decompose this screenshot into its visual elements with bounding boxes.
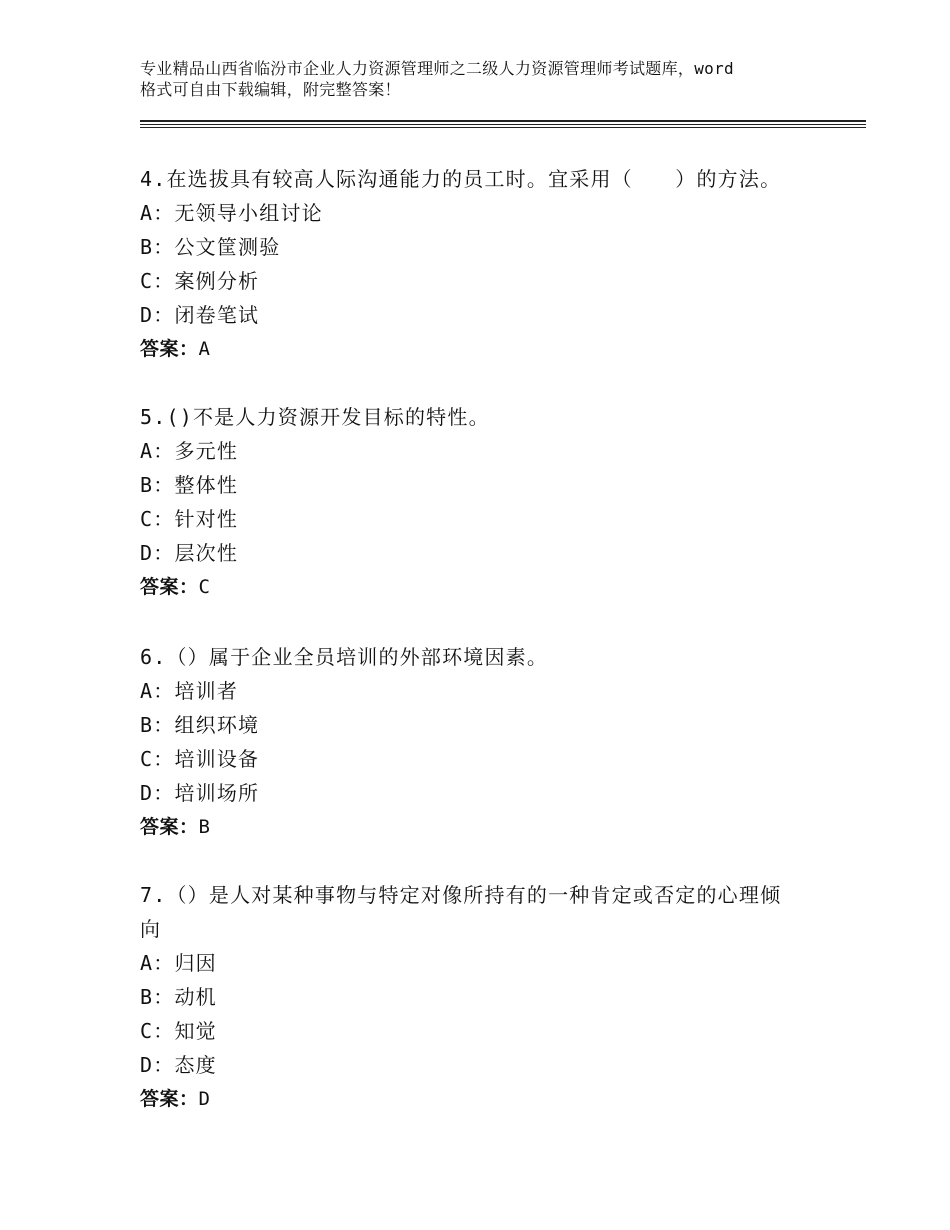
option-c: C：案例分析 bbox=[140, 269, 260, 293]
header-divider bbox=[140, 124, 866, 125]
option-a: A：无领导小组讨论 bbox=[140, 201, 323, 225]
option-a: A：多元性 bbox=[140, 439, 239, 463]
option-b: B：组织环境 bbox=[140, 713, 260, 737]
answer-value: B bbox=[198, 816, 211, 838]
answer-label: 答案： bbox=[140, 816, 199, 838]
question-7 bbox=[140, 878, 840, 1116]
header-line-2: 格式可自由下载编辑，附完整答案！ bbox=[140, 80, 401, 99]
document-header bbox=[140, 58, 840, 100]
option-d: D：态度 bbox=[140, 1053, 217, 1077]
option-a: A：培训者 bbox=[140, 679, 239, 703]
answer-line bbox=[140, 810, 840, 844]
option-d: D：层次性 bbox=[140, 541, 239, 565]
option-c: C：针对性 bbox=[140, 507, 239, 531]
option-b: B：动机 bbox=[140, 985, 217, 1009]
question-4 bbox=[140, 162, 840, 366]
question-stem: 5.()不是人力资源开发目标的特性。 bbox=[140, 405, 490, 429]
option-d: D：闭卷笔试 bbox=[140, 303, 260, 327]
answer-line bbox=[140, 570, 840, 604]
option-a: A：归因 bbox=[140, 951, 217, 975]
answer-label: 答案： bbox=[140, 576, 199, 598]
answer-line bbox=[140, 1082, 840, 1116]
header-line-1: 专业精品山西省临汾市企业人力资源管理师之二级人力资源管理师考试题库，word bbox=[140, 59, 734, 78]
option-c: C：培训设备 bbox=[140, 747, 260, 771]
answer-label: 答案： bbox=[140, 1088, 199, 1110]
header-divider bbox=[140, 120, 866, 122]
answer-value: A bbox=[198, 338, 211, 360]
answer-value: D bbox=[198, 1088, 211, 1110]
question-stem: 6.（）属于企业全员培训的外部环境因素。 bbox=[140, 645, 549, 669]
question-5 bbox=[140, 400, 840, 604]
answer-value: C bbox=[198, 576, 211, 598]
answer-label: 答案： bbox=[140, 338, 199, 360]
option-b: B：公文筐测验 bbox=[140, 235, 281, 259]
question-6 bbox=[140, 640, 840, 844]
option-d: D：培训场所 bbox=[140, 781, 260, 805]
option-b: B：整体性 bbox=[140, 473, 239, 497]
option-c: C：知觉 bbox=[140, 1019, 217, 1043]
question-stem: 7.（）是人对某种事物与特定对像所持有的一种肯定或否定的心理倾向 bbox=[140, 883, 782, 941]
question-stem: 4.在选拔具有较高人际沟通能力的员工时。宜采用（ ）的方法。 bbox=[140, 167, 782, 191]
header-divider bbox=[140, 127, 866, 128]
answer-line bbox=[140, 332, 840, 366]
